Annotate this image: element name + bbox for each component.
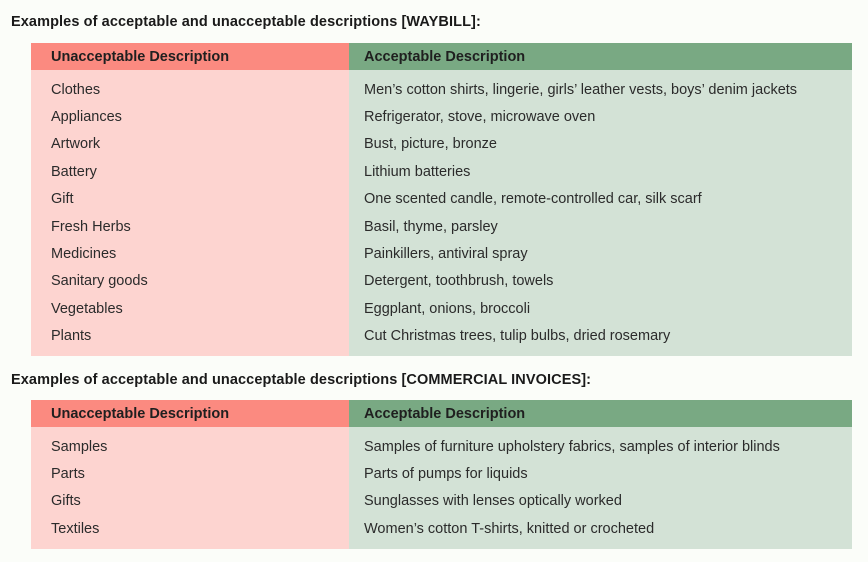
unacceptable-header: Unacceptable Description: [31, 43, 349, 70]
table-row: [31, 131, 852, 158]
acceptable-cell: Detergent, toothbrush, towels: [349, 268, 852, 295]
acceptable-cell: Bust, picture, bronze: [349, 131, 852, 158]
unacceptable-cell: Sanitary goods: [31, 268, 349, 295]
acceptable-cell: Refrigerator, stove, microwave oven: [349, 103, 852, 130]
table-row: [31, 433, 852, 460]
table-row: [31, 268, 852, 295]
unacceptable-header: Unacceptable Description: [31, 400, 349, 427]
unacceptable-cell: Parts: [31, 460, 349, 487]
table-row: [31, 186, 852, 213]
table-row: [31, 295, 852, 322]
acceptable-cell: Women’s cotton T-shirts, knitted or crocheted: [349, 515, 852, 542]
table-row: [31, 515, 852, 542]
table-row: [31, 213, 852, 240]
acceptable-cell: One scented candle, remote-controlled car, silk scarf: [349, 186, 852, 213]
unacceptable-cell: Samples: [31, 433, 349, 460]
unacceptable-cell: Fresh Herbs: [31, 213, 349, 240]
acceptable-cell: Basil, thyme, parsley: [349, 213, 852, 240]
unacceptable-cell: Plants: [31, 323, 349, 350]
unacceptable-cell: Appliances: [31, 103, 349, 130]
table-row: [31, 158, 852, 185]
table-row: [31, 323, 852, 350]
unacceptable-cell: Battery: [31, 158, 349, 185]
table-row: [31, 103, 852, 130]
unacceptable-cell: Textiles: [31, 515, 349, 542]
acceptable-cell: Eggplant, onions, broccoli: [349, 295, 852, 322]
table-padding-row: [31, 350, 852, 356]
acceptable-header: Acceptable Description: [349, 43, 852, 70]
unacceptable-cell: Artwork: [31, 131, 349, 158]
unacceptable-cell: Vegetables: [31, 295, 349, 322]
commercial-invoices-section-title: Examples of acceptable and unacceptable descriptions [COMMERCIAL INVOICES]:: [11, 372, 592, 388]
acceptable-header: Acceptable Description: [349, 400, 852, 427]
unacceptable-cell: Gifts: [31, 488, 349, 515]
waybill-section-title: Examples of acceptable and unacceptable descriptions [WAYBILL]:: [11, 14, 481, 30]
unacceptable-cell: Clothes: [31, 76, 349, 103]
unacceptable-cell: Gift: [31, 186, 349, 213]
acceptable-cell: Men’s cotton shirts, lingerie, girls’ leather vests, boys’ denim jackets: [349, 76, 852, 103]
table-row: [31, 240, 852, 267]
acceptable-cell: Parts of pumps for liquids: [349, 460, 852, 487]
table-row: [31, 76, 852, 103]
acceptable-cell: Cut Christmas trees, tulip bulbs, dried rosemary: [349, 323, 852, 350]
table-row: [31, 460, 852, 487]
acceptable-cell: Lithium batteries: [349, 158, 852, 185]
unacceptable-cell: Medicines: [31, 240, 349, 267]
commercial-invoices-table: [31, 400, 852, 549]
acceptable-cell: Samples of furniture upholstery fabrics, samples of interior blinds: [349, 433, 852, 460]
table-header-row: [31, 43, 852, 70]
acceptable-cell: Painkillers, antiviral spray: [349, 240, 852, 267]
acceptable-cell: Sunglasses with lenses optically worked: [349, 488, 852, 515]
table-padding-row: [31, 543, 852, 549]
table-header-row: [31, 400, 852, 427]
waybill-table: [31, 43, 852, 356]
table-row: [31, 488, 852, 515]
